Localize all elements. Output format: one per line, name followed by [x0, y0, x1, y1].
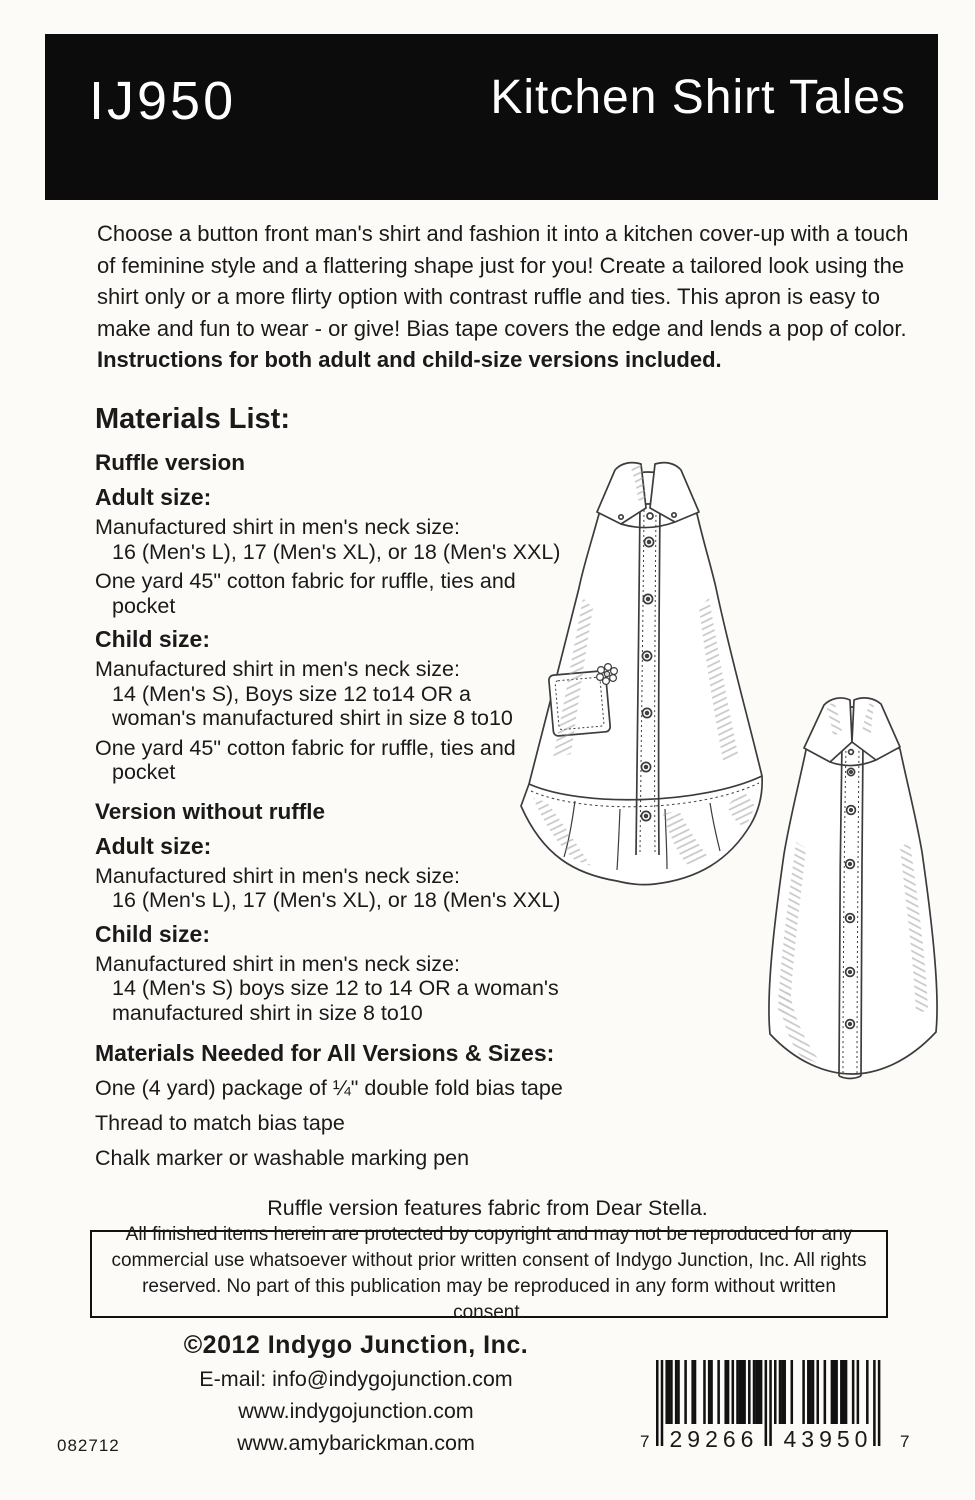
- intro-bold-text: Instructions for both adult and child-size versions included.: [97, 347, 722, 372]
- section-heading-ruffle-version: Ruffle version: [95, 450, 246, 475]
- materials-list-title: Materials List:: [95, 403, 290, 435]
- header-bar: [45, 34, 938, 200]
- heading-child-size: Child size:: [95, 626, 211, 652]
- item-line: Manufactured shirt in men's neck size:: [95, 515, 460, 539]
- pattern-number: IJ950: [89, 71, 237, 131]
- barcode-group1: 29266: [669, 1426, 759, 1452]
- publisher-website: www.indygojunction.com: [238, 1399, 474, 1423]
- intro-text: Choose a button front man's shirt and fashion it into a kitchen cover-up with a touch of feminine style and a flattering shape just for you! Create a tailored look using the shirt only or a more flirty option with contrast ruffle and ties. This apron is easy to make and fun to wear - or give! Bias tape covers the edge and lends a pop of color.: [97, 221, 909, 341]
- materials-item: [95, 952, 660, 1026]
- publisher-website: www.amybarickman.com: [237, 1431, 475, 1455]
- heading-child-size: Child size:: [95, 920, 211, 947]
- copyright-notice: All finished items herein are protected by copyright and may not be reproduced for any commercial use whatsoever without prior written consent of Indygo Junction, Inc. All rights reserved. No part of this publication may be reproduced in any form without written consent.: [111, 1224, 867, 1323]
- intro-paragraph: [97, 218, 927, 376]
- item-line: 14 (Men's S) boys size 12 to 14 OR a woman's: [112, 976, 559, 1000]
- section-heading-all-versions: Materials Needed for All Versions & Sizes:: [95, 1040, 555, 1066]
- fabric-note: Ruffle version features fabric from Dear Stella.: [267, 1196, 708, 1220]
- item-line: Manufactured shirt in men's neck size:: [95, 657, 460, 681]
- item-line: 16 (Men's L), 17 (Men's XL), or 18 (Men's XXL): [112, 539, 561, 564]
- item-line: 14 (Men's S), Boys size 12 to14 OR a: [112, 681, 472, 706]
- publisher-copyright: ©2012 Indygo Junction, Inc.: [183, 1331, 529, 1359]
- item-line: Manufactured shirt in men's neck size:: [95, 951, 460, 976]
- materials-item: Thread to match bias tape: [95, 1111, 345, 1135]
- item-line: pocket: [112, 593, 176, 618]
- barcode-right-digit: 7: [900, 1432, 910, 1451]
- heading-adult-size: Adult size:: [95, 484, 212, 510]
- copyright-box: [90, 1224, 888, 1323]
- barcode-left-digit: 7: [640, 1432, 650, 1451]
- item-line: One yard 45" cotton fabric for ruffle, ties and: [95, 735, 516, 760]
- date-code: 082712: [57, 1436, 120, 1455]
- item-line: 16 (Men's L), 17 (Men's XL), or 18 (Men's XXL): [112, 888, 561, 912]
- pattern-title: Kitchen Shirt Tales: [490, 71, 906, 124]
- item-line: Manufactured shirt in men's neck size:: [95, 863, 460, 888]
- item-line: manufactured shirt in size 8 to10: [112, 1000, 423, 1025]
- item-line: woman's manufactured shirt in size 8 to10: [112, 706, 513, 730]
- heading-adult-size: Adult size:: [95, 832, 212, 859]
- section-heading-no-ruffle-version: Version without ruffle: [95, 798, 326, 824]
- materials-item: Chalk marker or washable marking pen: [95, 1146, 470, 1170]
- upc-barcode: [640, 1360, 910, 1460]
- materials-item: One (4 yard) package of ¼" double fold bias tape: [95, 1076, 563, 1100]
- barcode-group2: 43950: [783, 1426, 873, 1452]
- publisher-email: E-mail: info@indygojunction.com: [199, 1367, 513, 1391]
- item-line: One yard 45" cotton fabric for ruffle, ties and: [95, 569, 516, 593]
- no-ruffle-shirt-illustration: [738, 692, 970, 1084]
- item-line: pocket: [112, 760, 176, 784]
